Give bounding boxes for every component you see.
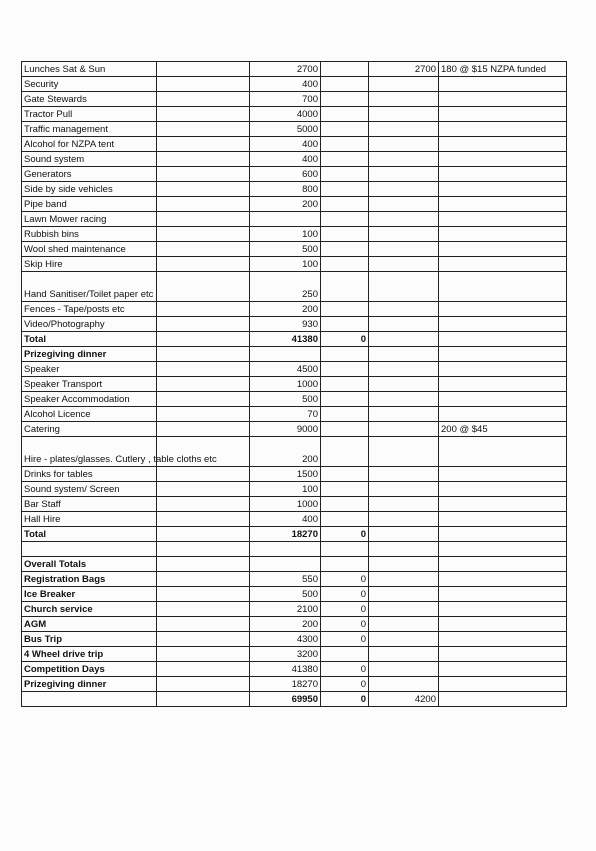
zero-cell [321,182,369,197]
item-cell: Alcohol for NZPA tent [22,137,157,152]
funded-cell [369,362,439,377]
grand-total-row [22,692,567,707]
amount-cell: 500 [250,242,321,257]
zero-cell [321,317,369,332]
note-cell [439,182,567,197]
funded-cell [369,227,439,242]
funded-cell [369,587,439,602]
zero-cell [321,62,369,77]
note-cell [439,302,567,317]
amount-cell: 70 [250,407,321,422]
table-row [22,62,567,77]
amount-cell [250,212,321,227]
zero-cell [321,362,369,377]
item-cell: Fences - Tape/posts etc [22,302,157,317]
table-row [22,137,567,152]
blank-cell [157,512,250,527]
zero-cell: 0 [321,662,369,677]
zero-cell [321,467,369,482]
item-cell: Side by side vehicles [22,182,157,197]
note-cell [439,497,567,512]
note-cell [439,167,567,182]
zero-cell [321,557,369,572]
note-cell [439,527,567,542]
funded-cell [369,317,439,332]
table-row [22,407,567,422]
funded-cell [369,527,439,542]
zero-cell: 0 [321,587,369,602]
amount-cell: 3200 [250,647,321,662]
table-row [22,107,567,122]
funded-cell [369,407,439,422]
blank-cell [157,77,250,92]
funded-cell [369,632,439,647]
item-cell: Church service [22,602,157,617]
blank-cell [157,632,250,647]
table-row [22,317,567,332]
note-cell [439,662,567,677]
table-row [22,662,567,677]
note-cell [439,317,567,332]
item-cell: Hand Sanitiser/Toilet paper etc [22,272,157,302]
note-cell [439,587,567,602]
table-row [22,647,567,662]
table-row [22,632,567,647]
amount-cell: 200 [250,617,321,632]
item-cell: Total [22,332,157,347]
funded-cell: 2700 [369,62,439,77]
amount-cell: 500 [250,392,321,407]
funded-cell [369,272,439,302]
note-cell [439,332,567,347]
table-row [22,212,567,227]
table-row [22,242,567,257]
zero-cell: 0 [321,332,369,347]
item-cell: Competition Days [22,662,157,677]
funded-cell [369,512,439,527]
funded-cell [369,662,439,677]
blank-cell [157,617,250,632]
funded-cell [369,377,439,392]
item-cell: Bus Trip [22,632,157,647]
note-cell [439,122,567,137]
note-cell [439,77,567,92]
amount-cell: 700 [250,92,321,107]
empty-row [22,542,567,557]
note-cell [439,542,567,557]
funded-cell [369,77,439,92]
section-header-row [22,557,567,572]
funded-cell [369,107,439,122]
funded-cell [369,497,439,512]
zero-cell [321,647,369,662]
blank-cell [157,362,250,377]
blank-cell [157,407,250,422]
blank-cell [157,422,250,437]
zero-cell [321,107,369,122]
amount-cell: 4300 [250,632,321,647]
note-cell [439,347,567,362]
blank-cell [157,227,250,242]
blank-cell [157,647,250,662]
table-row [22,392,567,407]
blank-cell [157,482,250,497]
blank-cell [157,182,250,197]
amount-cell: 400 [250,77,321,92]
blank-cell [157,392,250,407]
item-cell: Alcohol Licence [22,407,157,422]
item-cell: Prizegiving dinner [22,677,157,692]
funded-cell [369,677,439,692]
zero-cell: 0 [321,677,369,692]
amount-cell: 250 [250,272,321,302]
item-cell: Hall Hire [22,512,157,527]
funded-cell [369,557,439,572]
item-cell: Bar Staff [22,497,157,512]
funded-cell [369,302,439,317]
funded-cell [369,437,439,467]
amount-cell: 41380 [250,332,321,347]
table-row [22,92,567,107]
item-cell: Catering [22,422,157,437]
item-cell: Tractor Pull [22,107,157,122]
amount-cell: 200 [250,302,321,317]
table-row [22,257,567,272]
blank-cell [157,167,250,182]
table-row [22,482,567,497]
note-cell [439,632,567,647]
note-cell [439,242,567,257]
amount-cell: 41380 [250,662,321,677]
item-cell: Registration Bags [22,572,157,587]
amount-cell: 100 [250,227,321,242]
note-cell [439,197,567,212]
amount-cell: 600 [250,167,321,182]
blank-cell [157,107,250,122]
table-row [22,122,567,137]
item-cell: Skip Hire [22,257,157,272]
item-cell: Security [22,77,157,92]
note-cell [439,272,567,302]
item-cell [22,692,157,707]
note-cell [439,557,567,572]
item-cell: Speaker Transport [22,377,157,392]
item-cell: Overall Totals [22,557,157,572]
blank-cell [157,572,250,587]
amount-cell: 100 [250,257,321,272]
table-row [22,512,567,527]
table-row [22,572,567,587]
blank-cell [157,602,250,617]
funded-cell [369,257,439,272]
note-cell [439,407,567,422]
zero-cell [321,122,369,137]
zero-cell [321,392,369,407]
item-cell: Prizegiving dinner [22,347,157,362]
total-row [22,332,567,347]
table-row [22,497,567,512]
zero-cell [321,92,369,107]
blank-cell [157,587,250,602]
table-row [22,377,567,392]
amount-cell: 18270 [250,527,321,542]
blank-cell [157,497,250,512]
item-cell: Drinks for tables [22,467,157,482]
item-cell: AGM [22,617,157,632]
amount-cell: 400 [250,152,321,167]
funded-cell [369,467,439,482]
funded-cell [369,242,439,257]
note-cell: 180 @ $15 NZPA funded [439,62,567,77]
amount-cell: 9000 [250,422,321,437]
note-cell [439,677,567,692]
blank-cell [157,302,250,317]
zero-cell: 0 [321,692,369,707]
budget-sheet [21,61,566,707]
note-cell [439,437,567,467]
funded-cell [369,137,439,152]
note-cell [439,137,567,152]
funded-cell [369,572,439,587]
blank-cell [157,137,250,152]
amount-cell: 1000 [250,497,321,512]
item-cell: Total [22,527,157,542]
item-cell: Sound system/ Screen [22,482,157,497]
funded-cell [369,212,439,227]
blank-cell [157,347,250,362]
amount-cell: 2100 [250,602,321,617]
note-cell [439,392,567,407]
amount-cell: 5000 [250,122,321,137]
item-cell: Pipe band [22,197,157,212]
table-row [22,182,567,197]
item-cell: Lawn Mower racing [22,212,157,227]
table-row [22,437,567,467]
funded-cell [369,197,439,212]
table-row [22,677,567,692]
note-cell [439,212,567,227]
funded-cell [369,122,439,137]
zero-cell [321,197,369,212]
zero-cell [321,497,369,512]
item-cell: Ice Breaker [22,587,157,602]
table-row [22,617,567,632]
zero-cell [321,482,369,497]
blank-cell [157,527,250,542]
note-cell [439,152,567,167]
item-cell: Rubbish bins [22,227,157,242]
amount-cell [250,557,321,572]
note-cell [439,617,567,632]
funded-cell [369,182,439,197]
amount-cell: 550 [250,572,321,587]
amount-cell: 4500 [250,362,321,377]
zero-cell [321,77,369,92]
amount-cell: 930 [250,317,321,332]
note-cell [439,377,567,392]
zero-cell [321,437,369,467]
item-cell: Lunches Sat & Sun [22,62,157,77]
table-row [22,422,567,437]
amount-cell: 200 [250,437,321,467]
zero-cell [321,242,369,257]
funded-cell [369,167,439,182]
note-cell [439,647,567,662]
note-cell [439,692,567,707]
table-row [22,587,567,602]
note-cell [439,572,567,587]
blank-cell [157,122,250,137]
table-row [22,362,567,377]
zero-cell [321,407,369,422]
item-cell: Gate Stewards [22,92,157,107]
blank-cell [157,197,250,212]
note-cell [439,602,567,617]
blank-cell [157,62,250,77]
zero-cell [321,347,369,362]
funded-cell [369,542,439,557]
zero-cell [321,542,369,557]
funded-cell: 4200 [369,692,439,707]
funded-cell [369,92,439,107]
funded-cell [369,347,439,362]
blank-cell [157,242,250,257]
amount-cell: 100 [250,482,321,497]
section-header-row [22,347,567,362]
item-cell: Speaker [22,362,157,377]
amount-cell [250,347,321,362]
table-row [22,227,567,242]
amount-cell: 400 [250,137,321,152]
item-cell: Sound system [22,152,157,167]
blank-cell [157,542,250,557]
item-cell: Wool shed maintenance [22,242,157,257]
blank-cell [157,332,250,347]
zero-cell [321,152,369,167]
funded-cell [369,422,439,437]
item-cell: Traffic management [22,122,157,137]
table-row [22,272,567,302]
blank-cell [157,212,250,227]
zero-cell: 0 [321,632,369,647]
amount-cell: 800 [250,182,321,197]
table-row [22,152,567,167]
blank-cell [157,257,250,272]
note-cell [439,107,567,122]
zero-cell [321,167,369,182]
funded-cell [369,152,439,167]
table-row [22,302,567,317]
funded-cell [369,617,439,632]
amount-cell: 200 [250,197,321,212]
amount-cell: 1000 [250,377,321,392]
blank-cell [157,317,250,332]
funded-cell [369,332,439,347]
zero-cell [321,212,369,227]
amount-cell [250,542,321,557]
note-cell: 200 @ $45 [439,422,567,437]
zero-cell: 0 [321,527,369,542]
note-cell [439,467,567,482]
budget-table [21,61,567,707]
amount-cell: 69950 [250,692,321,707]
blank-cell [157,662,250,677]
table-row [22,77,567,92]
blank-cell [157,152,250,167]
blank-cell [157,677,250,692]
blank-cell [157,377,250,392]
zero-cell: 0 [321,572,369,587]
table-row [22,467,567,482]
note-cell [439,227,567,242]
funded-cell [369,602,439,617]
zero-cell [321,377,369,392]
blank-cell [157,272,250,302]
zero-cell [321,137,369,152]
table-row [22,602,567,617]
zero-cell [321,272,369,302]
blank-cell [157,92,250,107]
table-row [22,167,567,182]
note-cell [439,362,567,377]
funded-cell [369,647,439,662]
zero-cell [321,257,369,272]
note-cell [439,482,567,497]
item-cell: Hire - plates/glasses. Cutlery , table cloths etc [22,437,157,467]
table-row [22,197,567,212]
item-cell: Speaker Accommodation [22,392,157,407]
amount-cell: 18270 [250,677,321,692]
amount-cell: 2700 [250,62,321,77]
zero-cell [321,422,369,437]
blank-cell [157,467,250,482]
blank-cell [157,692,250,707]
item-cell [22,542,157,557]
funded-cell [369,482,439,497]
zero-cell [321,227,369,242]
zero-cell: 0 [321,617,369,632]
item-cell: Video/Photography [22,317,157,332]
zero-cell: 0 [321,602,369,617]
item-cell: Generators [22,167,157,182]
total-row [22,527,567,542]
amount-cell: 4000 [250,107,321,122]
blank-cell [157,557,250,572]
note-cell [439,257,567,272]
zero-cell [321,302,369,317]
funded-cell [369,392,439,407]
note-cell [439,512,567,527]
amount-cell: 400 [250,512,321,527]
amount-cell: 1500 [250,467,321,482]
item-cell: 4 Wheel drive trip [22,647,157,662]
amount-cell: 500 [250,587,321,602]
note-cell [439,92,567,107]
zero-cell [321,512,369,527]
